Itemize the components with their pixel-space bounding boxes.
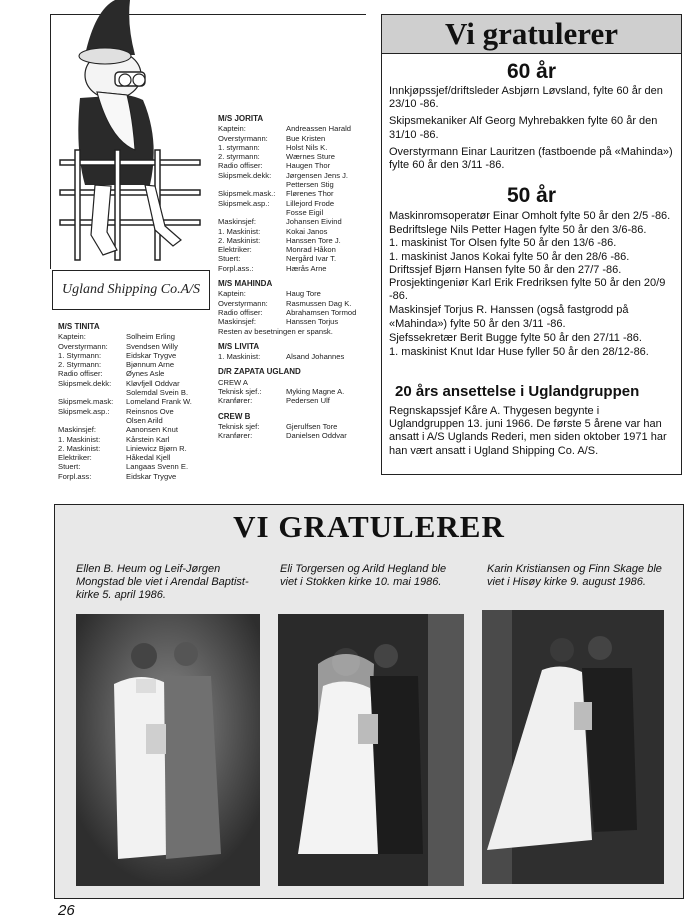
crew-row xyxy=(58,369,208,378)
entry-50-2: Bedriftslege Nils Petter Hagen fylte 50 år den 3/6-86. xyxy=(389,224,647,237)
crew-member-name: Pettersen Stig xyxy=(286,180,334,190)
crew-member-name: Håkedal Kjell xyxy=(126,453,171,463)
entry-50-4: 1. maskinist Janos Kokai fylte 50 år den 28/6 -86. xyxy=(389,250,630,263)
crew-row xyxy=(58,397,208,406)
crew-member-name: Eidskar Trygve xyxy=(126,350,177,360)
crew-row xyxy=(218,317,374,326)
crew-member-name: Solemdal Svein B. xyxy=(126,388,189,398)
crew-row xyxy=(218,199,374,208)
crew-row xyxy=(218,254,374,263)
crew-row xyxy=(218,180,374,189)
crew-row xyxy=(218,161,374,170)
crew-member-name: Haugen Thor xyxy=(286,161,331,171)
crew-row xyxy=(218,308,374,317)
crew-row xyxy=(218,227,374,236)
crew-role: Stuert: xyxy=(58,462,81,472)
crew-row xyxy=(218,352,374,361)
crew-row xyxy=(218,217,374,226)
crew-row xyxy=(58,407,208,416)
section-50 xyxy=(389,210,677,359)
crew-row xyxy=(218,208,374,217)
page-number: 26 xyxy=(58,902,75,919)
crew-member-name: Danielsen Oddvar xyxy=(286,431,347,441)
crew-role: Maskinsjef: xyxy=(58,425,96,435)
crew-row xyxy=(58,472,208,481)
crew-role: Overstyrmann: xyxy=(218,298,268,308)
crew-member-name: Pedersen Ulf xyxy=(286,396,330,406)
wedding-photo-3 xyxy=(482,610,664,884)
crew-member-name: Kløvfjell Oddvar xyxy=(126,378,180,388)
wedding-caption-1: Ellen B. Heum og Leif-Jørgen Mongstad ble viet i Arendal Baptist-kirke 5. april 1986. xyxy=(76,563,249,601)
entry-20-years: Regnskapssjef Kåre A. Thygesen begynte i Uglandgruppen 13. juni 1966. De første 5 årene var han ansatt i A/S Uglands Rederi, men siden oktober 1971 har han vært ansatt i Ugland Shipping Co. A/S. xyxy=(389,405,667,457)
crew-member-name: Wærnes Sture xyxy=(286,152,335,162)
crew-row xyxy=(218,396,374,405)
crew-member-name: Bjønnum Arne xyxy=(126,360,175,370)
crew-member-name: Andreassen Harald xyxy=(286,124,352,134)
crew-list-left xyxy=(58,316,208,481)
crew-role: Overstyrmann: xyxy=(218,133,268,143)
crew-member-name: Holst Nils K. xyxy=(286,142,328,152)
crew-member-name: Haug Tore xyxy=(286,289,321,299)
header-rule xyxy=(208,14,366,15)
crew-row xyxy=(58,444,208,453)
crew-role: 1. Maskinist: xyxy=(218,352,261,362)
crew-row xyxy=(58,462,208,471)
crew-row xyxy=(218,422,374,431)
crew-role: Skipsmek.dekk: xyxy=(58,378,112,388)
crew-row xyxy=(218,245,374,254)
crew-member-name: Flørenes Thor xyxy=(286,189,334,199)
crew-member-name: Aanonsen Knut xyxy=(126,425,178,435)
entry-50-9: 1. maskinist Knut Idar Huse fyller 50 år den 28/12-86. xyxy=(389,346,649,359)
entry-50-3: 1. maskinist Tor Olsen fylte 50 år den 13/6 -86. xyxy=(389,237,617,250)
crew-row xyxy=(58,388,208,397)
crew-role: 2. Maskinist: xyxy=(218,235,261,245)
crew-row xyxy=(218,387,374,396)
crew-row xyxy=(218,134,374,143)
wedding-title: VI GRATULERER xyxy=(233,509,505,544)
crew-list-middle xyxy=(218,108,374,441)
crew-member-name: Rasmussen Dag K. xyxy=(286,298,352,308)
entry-50-1: Maskinromsoperatør Einar Omholt fylte 50 år den 2/5 -86. xyxy=(389,210,671,222)
crew-member-name: Bue Kristen xyxy=(286,133,326,143)
crew-role: Kaptein: xyxy=(218,289,246,299)
crew-member-name: Olsen Arild xyxy=(126,415,163,425)
crew-row xyxy=(58,435,208,444)
crew-row xyxy=(58,360,208,369)
crew-role: Kranfører: xyxy=(218,396,253,406)
crew-row xyxy=(58,416,208,425)
crew-member-name: Kokai Janos xyxy=(286,226,328,236)
crew-member-name: Hanssen Torjus xyxy=(286,317,339,327)
crew-member-name: Lomeland Frank W. xyxy=(126,397,192,407)
ship-name: M/S JORITA xyxy=(218,114,264,123)
crew-member-name: Reinsnos Ove xyxy=(126,406,174,416)
ship-name: D/R ZAPATA UGLAND xyxy=(218,367,301,377)
crew-row xyxy=(218,152,374,161)
crew-member-name: Øynes Asle xyxy=(126,369,165,379)
crew-member-name: Gjerulfsen Tore xyxy=(286,421,338,431)
crew-role: 2. styrmann: xyxy=(218,152,260,162)
crew-member-name: Fosse Eigil xyxy=(286,207,324,217)
santa-illustration xyxy=(55,0,205,268)
congratulations-title-bar xyxy=(381,14,682,54)
crew-role: Skipsmek.mask.: xyxy=(218,189,276,199)
ugland-logo xyxy=(52,270,210,310)
crew-member-name: Johansen Eivind xyxy=(286,217,342,227)
entry-60-3: Overstyrmann Einar Lauritzen (fastboende på «Mahinda») fylte 60 år den 3/11 -86. xyxy=(389,145,673,172)
entry-60-2: Skipsmekaniker Alf Georg Myhrebakken fylte 60 år den 31/10 -86. xyxy=(389,115,658,141)
ship-name: CREW B xyxy=(218,411,251,421)
entry-50-6: Prosjektingeniør Karl Erik Fredriksen fylte 50 år den 20/9 -86. xyxy=(389,277,666,303)
crew-role: Kaptein: xyxy=(58,332,86,342)
crew-role: Teknisk sjef.: xyxy=(218,387,262,397)
heading-50: 50 år xyxy=(506,184,557,207)
crew-row xyxy=(58,351,208,360)
crew-member-name: Liniewicz Bjørn R. xyxy=(126,443,187,453)
crew-role: Forpl.ass: xyxy=(58,471,92,481)
crew-row xyxy=(218,431,374,440)
crew-note: Resten av besetningen er spansk. xyxy=(218,326,333,336)
crew-member-name: Hærås Arne xyxy=(286,263,327,273)
crew-row xyxy=(218,236,374,245)
crew-role xyxy=(218,208,286,217)
crew-role: Maskinsjef: xyxy=(218,317,256,327)
crew-member-name: Solheim Erling xyxy=(126,332,175,342)
crew-role: CREW A xyxy=(218,377,248,387)
crew-role: Radio offiser: xyxy=(218,307,263,317)
crew-role: Skipsmek.asp.: xyxy=(58,406,110,416)
crew-role: Kranfører: xyxy=(218,431,253,441)
heading-20-years: 20 års ansettelse i Uglandgruppen xyxy=(395,383,640,400)
section-60 xyxy=(389,85,677,176)
crew-role xyxy=(218,180,286,189)
crew-role: Skipsmek.asp.: xyxy=(218,198,270,208)
wedding-photo-1 xyxy=(76,614,260,886)
crew-member-name: Lillejord Frode xyxy=(286,198,335,208)
crew-row xyxy=(218,124,374,133)
crew-member-name: Eidskar Trygve xyxy=(126,471,177,481)
crew-row xyxy=(218,143,374,152)
entry-50-7: Maskinsjef Torjus R. Hanssen (også fastgrodd på «Mahinda») fylte 50 år den 3/11 -86. xyxy=(389,304,629,330)
crew-row xyxy=(218,289,374,298)
heading-60: 60 år xyxy=(506,60,557,83)
crew-role: Radio offiser: xyxy=(218,161,263,171)
crew-row xyxy=(58,425,208,434)
crew-row xyxy=(58,332,208,341)
ship-name: M/S LIVITA xyxy=(218,341,260,351)
crew-row xyxy=(218,299,374,308)
crew-role: Skipsmek.mask: xyxy=(58,397,114,407)
crew-role: Maskinsjef: xyxy=(218,217,256,227)
crew-member-name: Kårstein Karl xyxy=(126,434,170,444)
crew-role: 1. Maskinist: xyxy=(58,434,101,444)
crew-member-name: Svendsen Willy xyxy=(126,341,178,351)
crew-role: 2. Maskinist: xyxy=(58,443,101,453)
crew-role: Stuert: xyxy=(218,254,241,264)
crew-role: 1. Styrmann: xyxy=(58,350,102,360)
entry-60-1: Innkjøpssjef/driftsleder Asbjørn Løvsland, fylte 60 år den 23/10 -86. xyxy=(389,85,663,111)
logo-text: Ugland Shipping Co.A/S xyxy=(61,282,201,297)
crew-row xyxy=(218,171,374,180)
crew-row xyxy=(58,342,208,351)
crew-row xyxy=(218,264,374,273)
crew-role: Elektriker: xyxy=(58,453,92,463)
crew-role: 2. Styrmann: xyxy=(58,360,102,370)
crew-member-name: Langaas Svenn E. xyxy=(126,462,189,472)
crew-member-name: Hanssen Tore J. xyxy=(286,235,341,245)
crew-role: Forpl.ass.: xyxy=(218,263,254,273)
crew-role: Kaptein: xyxy=(218,124,246,134)
crew-member-name: Monrad Håkon xyxy=(286,245,336,255)
crew-member-name xyxy=(286,378,374,387)
crew-row xyxy=(58,379,208,388)
wedding-caption-2: Eli Torgersen og Arild Hegland ble viet i Stokken kirke 10. mai 1986. xyxy=(280,563,447,588)
crew-member-name: Alsand Johannes xyxy=(286,352,345,362)
crew-role: 1. Maskinist: xyxy=(218,226,261,236)
crew-member-name: Jørgensen Jens J. xyxy=(286,170,349,180)
section-20-years xyxy=(389,405,677,462)
ship-name: M/S MAHINDA xyxy=(218,279,273,289)
crew-role: Elektriker: xyxy=(218,245,252,255)
crew-row xyxy=(218,189,374,198)
wedding-caption-3: Karin Kristiansen og Finn Skage ble viet i Hisøy kirke 9. august 1986. xyxy=(487,563,662,588)
wedding-photo-2 xyxy=(278,614,464,886)
entry-50-5: Driftssjef Bjørn Hansen fylte 50 år den 27/7 -86. xyxy=(389,263,622,276)
crew-row xyxy=(58,453,208,462)
crew-member-name: Abrahamsen Tormod xyxy=(286,307,357,317)
congratulations-title: Vi gratulerer xyxy=(444,16,618,51)
crew-role: 1. styrmann: xyxy=(218,142,260,152)
crew-row xyxy=(218,378,374,387)
crew-role xyxy=(58,388,126,397)
crew-role: Skipsmek.dekk: xyxy=(218,170,272,180)
crew-role: Overstyrmann: xyxy=(58,341,108,351)
crew-role: Radio offiser: xyxy=(58,369,103,379)
crew-role xyxy=(58,416,126,425)
entry-50-8: Sjefssekretær Berit Bugge fylte 50 år den 27/11 -86. xyxy=(389,331,642,344)
crew-member-name: Nergård Ivar T. xyxy=(286,254,337,264)
crew-role: Teknisk sjef: xyxy=(218,421,260,431)
crew-member-name: Myking Magne A. xyxy=(286,387,345,397)
ship-name: M/S TINITA xyxy=(58,322,100,331)
